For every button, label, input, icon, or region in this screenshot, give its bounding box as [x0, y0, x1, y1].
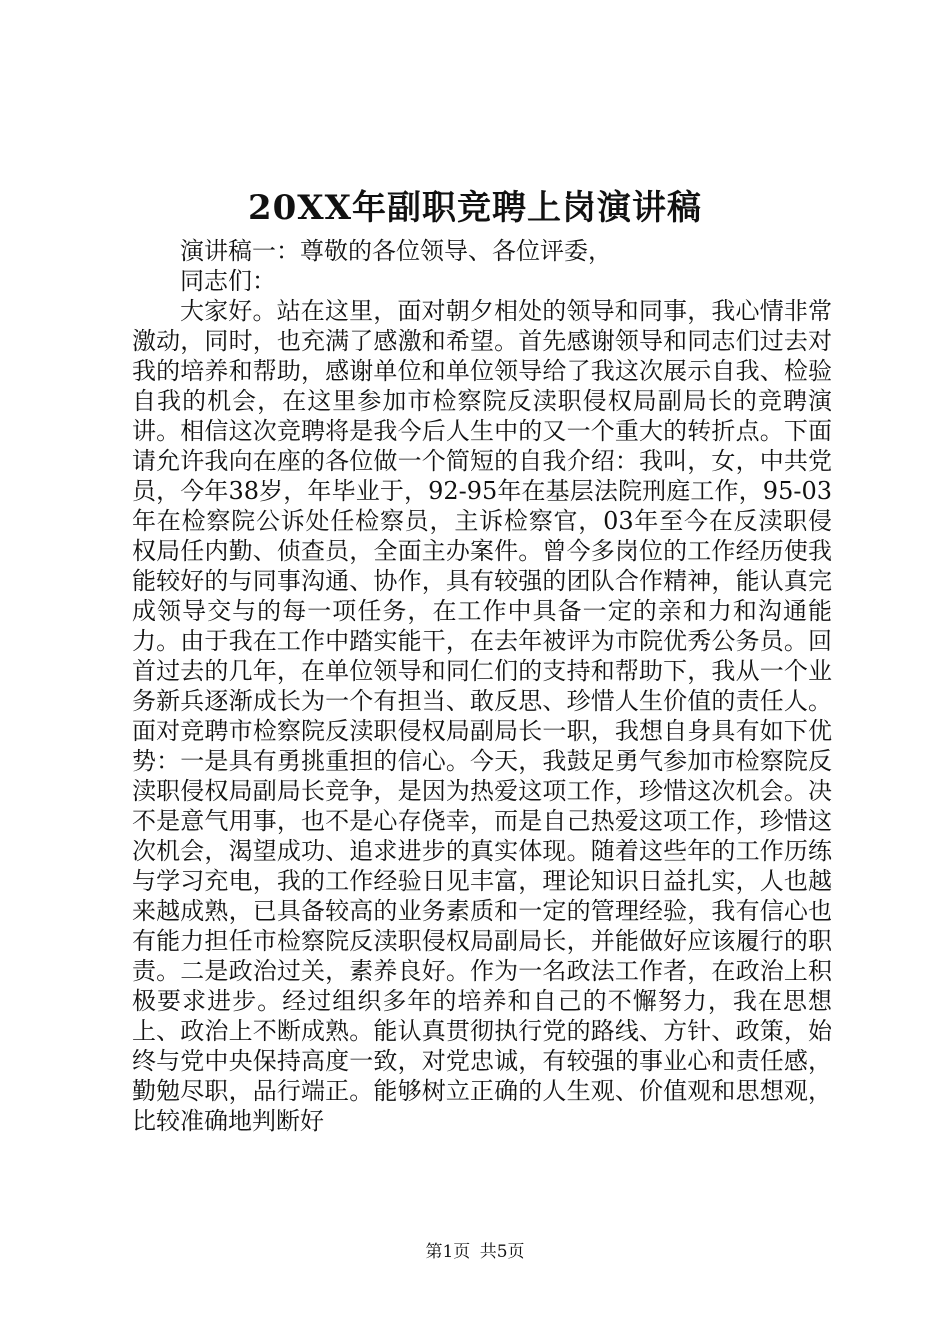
- paragraph-greeting: 同志们：: [180, 267, 276, 295]
- page-footer: 第1页 共5页: [425, 1242, 525, 1262]
- paragraph-main: 大家好。站在这里，面对朝夕相处的领导和同事，我心情非常激动，同时，也充满了感激和希望。首先感谢领导和同志们过去对我的培养和帮助，感谢单位和单位领导给了我这次展示自我、检验自我的机会，在这里参加市检察院反渎职侵权局副局长的竞聘演讲。相信这次竞聘将是我今后人生中的又一个重大的转折点。下面请允许我向在座的各位做一个简短的自我介绍：我叫，女，中共党员，今年38岁，年毕业于，92-95年在基层法院刑庭工作，95-03年在检察院公诉处任检察员，主诉检察官，03年至今在反渎职侵权局任内勤、侦查员，全面主办案件。曾今多岗位的工作经历使我能较好的与同事沟通、协作，具有较强的团队合作精神，能认真完成领导交与的每一项任务，在工作中具备一定的亲和力和沟通能力。由于我在工作中踏实能干，在去年被评为市院优秀公务员。回首过去的几年，在单位领导和同仁们的支持和帮助下，我从一个业务新兵逐渐成长为一个有担当、敢反思、珍惜人生价值的责任人。面对竞聘市检察院反渎职侵权局副局长一职，我想自身具有如下优势：一是具有勇挑重担的信心。今天，我鼓足勇气参加市检察院反渎职侵权局副局长竞争，是因为热爱这项工作，珍惜这次机会。决不是意气用事，也不是心存侥幸，而是自己热爱这项工作，珍惜这次机会，渴望成功、追求进步的真实体现。随着这些年的工作历练与学习充电，我的工作经验日见丰富，理论知识日益扎实，人也越来越成熟，已具备较高的业务素质和一定的管理经验，我有信心也有能力担任市检察院反渎职侵权局副局长，并能做好应该履行的职责。二是政治过关，素养良好。作为一名政法工作者，在政治上积极要求进步。经过组织多年的培养和自己的不懈努力，我在思想上、政治上不断成熟。能认真贯彻执行党的路线、方针、政策，始终与党中央保持高度一致，对党忠诚，有较强的事业心和责任感，勤勉尽职，品行端正。能够树立正确的人生观、价值观和思想观，比较准确地判断好: [132, 297, 832, 1135]
- document-title: 20XX年副职竞聘上岗演讲稿: [247, 188, 703, 228]
- document-body: [132, 236, 832, 1136]
- paragraph-salutation: 演讲稿一：尊敬的各位领导、各位评委，: [180, 237, 612, 265]
